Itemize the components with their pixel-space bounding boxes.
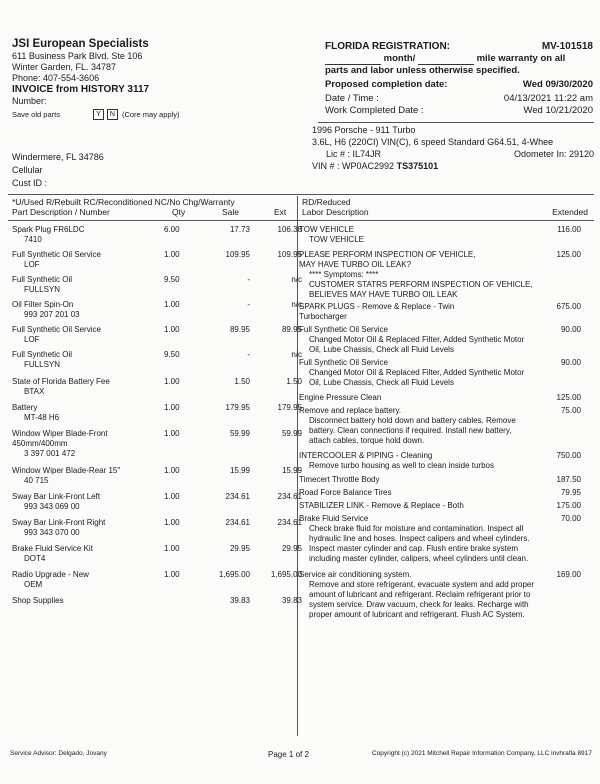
part-sale: 59.99 — [229, 429, 250, 438]
labor-row — [299, 406, 593, 446]
labor-note: hydraulic line and hoses. Inspect calipers and wheel cylinders. — [309, 534, 530, 543]
labor-row — [299, 358, 593, 388]
part-description — [12, 492, 162, 512]
part-number: FULLSYN — [24, 360, 61, 369]
labor-description: STABILIZER LINK - Remove & Replace - Both — [299, 501, 464, 510]
labor-amount: 125.00 — [556, 250, 581, 259]
part-name: Full Synthetic Oil Service — [12, 250, 101, 259]
labor-note: Remove and store refrigerant, evacuate system and add proper — [309, 580, 535, 589]
part-name: Brake Fluid Service Kit — [12, 544, 93, 553]
part-description — [12, 403, 162, 423]
part-sale: 109.95 — [225, 250, 250, 259]
customer-id: Cust ID : — [12, 178, 48, 188]
labor-description: Timecert Throttle Body — [299, 475, 380, 484]
part-name: Shop Supplies — [12, 596, 64, 605]
save-no-checkbox[interactable]: N — [107, 109, 118, 120]
labor-row — [299, 225, 593, 245]
labor-amount: 90.00 — [560, 325, 581, 334]
completion-label: Proposed completion date: — [325, 79, 448, 90]
labor-row — [299, 451, 593, 471]
shop-info — [12, 38, 302, 120]
vin-part-a: WP0AC2992 — [342, 161, 395, 171]
vin-label: VIN # : — [312, 161, 340, 171]
labor-row — [299, 250, 593, 300]
labor-description: INTERCOOLER & PIPING - Cleaning — [299, 451, 433, 460]
part-sale: 89.95 — [229, 325, 250, 334]
vehicle-license: Lic # : IL74JR — [326, 149, 382, 159]
part-sale: 234.61 — [225, 518, 250, 527]
part-sale: 234.61 — [225, 492, 250, 501]
labor-amount: 187.50 — [556, 475, 581, 484]
part-number: DOT4 — [24, 554, 46, 563]
part-qty: 1.00 — [164, 325, 180, 334]
part-ext: n/c — [291, 350, 302, 359]
parts-col-ext: Ext — [274, 207, 287, 217]
part-ext: 1,695.00 — [270, 570, 302, 579]
labor-amount: 75.00 — [560, 406, 581, 415]
warranty-mile: mile warranty on all — [476, 53, 566, 64]
warranty-month: month/ — [383, 53, 416, 64]
labor-description-line2: Turbocharger — [299, 312, 347, 321]
header-divider — [318, 122, 594, 123]
part-qty: 1.00 — [164, 250, 180, 259]
labor-description: Brake Fluid Service — [299, 514, 369, 523]
part-sale: 29.95 — [229, 544, 250, 553]
warranty-mile-blank — [418, 55, 474, 65]
part-sale: 1.50 — [234, 377, 250, 386]
labor-note: Remove turbo housing as well to clean inside turbos — [309, 461, 494, 470]
vehicle-model: 1996 Porsche - 911 Turbo — [312, 125, 416, 135]
labor-amount: 675.00 — [556, 302, 581, 311]
part-description — [12, 596, 162, 606]
part-description — [12, 350, 162, 370]
labor-description: Remove and replace battery. — [299, 406, 402, 415]
labor-note: attach cables, torque hold down. — [309, 436, 425, 445]
part-qty: 1.00 — [164, 377, 180, 386]
labor-note: proper amount of lubricant and refrigerant. Flush AC System. — [309, 610, 525, 619]
labor-note: including master cylinder, calipers, wheel cylinders until clean. — [309, 554, 529, 563]
part-ext: 109.95 — [277, 250, 302, 259]
customer-city: Windermere, FL 34786 — [12, 152, 104, 162]
labor-note: BELIEVES MAY HAVE TURBO OIL LEAK — [309, 290, 458, 299]
part-number: MT-48 H6 — [24, 413, 60, 422]
warranty-line2: parts and labor unless otherwise specified. — [325, 65, 520, 76]
labor-description: SPARK PLUGS - Remove & Replace - Twin — [299, 302, 455, 311]
service-advisor: Service Advisor: Delgado, Jovany — [10, 750, 107, 757]
parts-col-qty: Qty — [172, 207, 186, 217]
part-name: Battery — [12, 403, 38, 412]
part-number: 40 715 — [24, 476, 49, 485]
work-completed-label: Work Completed Date : — [325, 105, 424, 116]
part-ext: 234.61 — [277, 518, 302, 527]
part-sale: 15.99 — [229, 466, 250, 475]
labor-row — [299, 302, 593, 322]
part-name: Sway Bar Link-Front Right — [12, 518, 106, 527]
part-ext: 1.50 — [286, 377, 302, 386]
labor-note: Check brake fluid for moisture and contamination. Inspect all — [309, 524, 524, 533]
part-ext: 59.99 — [281, 429, 302, 438]
labor-note: TOW VEHICLE — [309, 235, 364, 244]
part-description — [12, 300, 162, 320]
shop-phone: Phone: 407-554-3606 — [12, 73, 100, 83]
part-sale: 17.73 — [229, 225, 250, 234]
labor-row — [299, 325, 593, 355]
part-number: 993 343 069 00 — [24, 502, 80, 511]
part-ext: 179.95 — [277, 403, 302, 412]
labor-col-ext: Extended — [552, 207, 588, 217]
labor-note: Oil, Lube Chassis, Check all Fluid Levels — [309, 378, 454, 387]
part-ext: 106.38 — [277, 225, 302, 234]
save-yes-checkbox[interactable]: Y — [93, 109, 104, 120]
parts-col-desc: Part Description / Number — [12, 207, 110, 217]
labor-description-line2: MAY HAVE TURBO OIL LEAK? — [299, 260, 412, 269]
labor-header — [302, 197, 592, 217]
part-qty: 1.00 — [164, 466, 180, 475]
labor-amount: 116.00 — [557, 225, 581, 234]
part-name: Full Synthetic Oil — [12, 275, 73, 284]
part-sale: 1,695.00 — [218, 570, 250, 579]
datetime-label: Date / Time : — [325, 93, 379, 104]
part-sale: - — [247, 350, 250, 359]
part-ext: 15.99 — [281, 466, 302, 475]
registration-label: FLORIDA REGISTRATION: — [325, 41, 450, 52]
table-top-rule — [8, 194, 594, 195]
labor-description: PLEASE PERFORM INSPECTION OF VEHICLE, — [299, 250, 476, 259]
part-ext: 89.95 — [281, 325, 302, 334]
labor-note: battery. Clean connections if required. Install new battery, — [309, 426, 512, 435]
labor-note: CUSTOMER STATRS PERFORM INSPECTION OF VEHICLE, — [309, 280, 533, 289]
labor-note: Oil, Lube Chassis, Check all Fluid Levels — [309, 345, 454, 354]
part-name: Full Synthetic Oil — [12, 350, 73, 359]
shop-name: JSI European Specialists — [12, 38, 149, 50]
part-description — [12, 250, 162, 270]
page-number: Page 1 of 2 — [268, 750, 309, 759]
part-number: BTAX — [24, 387, 45, 396]
part-description — [12, 225, 162, 245]
part-name: Window Wiper Blade-Front — [12, 429, 108, 438]
part-number: LOF — [24, 260, 40, 269]
part-name-line2: 450mm/400mm — [12, 439, 68, 448]
part-number: 993 343 070 00 — [24, 528, 80, 537]
labor-description: TOW VEHICLE — [299, 225, 354, 234]
header-bottom-rule — [8, 220, 594, 221]
completion-value: Wed 09/30/2020 — [522, 79, 593, 90]
invoice-title: INVOICE from HISTORY 3117 — [12, 84, 150, 95]
part-ext: 234.61 — [277, 492, 302, 501]
part-number: OEM — [24, 580, 43, 589]
labor-amount: 125.00 — [556, 393, 581, 402]
shop-address-line2: Winter Garden, FL. 34787 — [12, 62, 117, 72]
vin-part-b: TS375101 — [396, 161, 439, 171]
part-number: 7410 — [24, 235, 42, 244]
labor-note: Disconnect battery hold down and battery cables. Remove — [309, 416, 516, 425]
vehicle-odometer: Odometer In: 29120 — [513, 149, 594, 159]
part-qty: 1.00 — [164, 429, 180, 438]
parts-header — [12, 197, 302, 217]
warranty-month-blank — [325, 55, 381, 65]
part-name: Window Wiper Blade-Rear 15" — [12, 466, 121, 475]
part-description — [12, 429, 162, 459]
datetime-value: 04/13/2021 11:22 am — [503, 93, 593, 104]
labor-amount: 750.00 — [556, 451, 581, 460]
part-qty: 9.50 — [164, 275, 180, 284]
part-qty: 1.00 — [164, 492, 180, 501]
part-sale: 179.95 — [225, 403, 250, 412]
labor-amount: 90.00 — [560, 358, 581, 367]
part-description — [12, 325, 162, 345]
part-name: Radio Upgrade - New — [12, 570, 89, 579]
part-sale: 39.83 — [229, 596, 250, 605]
labor-amount: 169.00 — [556, 570, 581, 579]
parts-legend: *U/Used R/Rebuilt RC/Reconditioned NC/No Chg/Warranty — [12, 197, 235, 207]
labor-description: Engine Pressure Clean — [299, 393, 382, 402]
part-number: LOF — [24, 335, 40, 344]
customer-info — [12, 151, 104, 190]
labor-row — [299, 475, 593, 485]
number-label: Number: — [12, 96, 47, 106]
labor-note: **** Symptoms: **** — [309, 270, 379, 279]
part-ext: 29.95 — [281, 544, 302, 553]
labor-col-desc: Labor Description — [302, 207, 369, 217]
labor-amount: 70.00 — [560, 514, 581, 523]
part-ext: n/c — [291, 275, 302, 284]
work-completed-value: Wed 10/21/2020 — [523, 105, 593, 116]
part-description — [12, 518, 162, 538]
labor-row — [299, 488, 593, 498]
save-old-parts-label: Save old parts — [12, 110, 60, 119]
part-qty: 1.00 — [164, 518, 180, 527]
part-name: Spark Plug FR6LDC — [12, 225, 85, 234]
labor-note: system service. Draw vacuum, check for leaks. Recharge with — [309, 600, 529, 609]
labor-amount: 175.00 — [556, 501, 581, 510]
labor-row — [299, 501, 593, 511]
part-name: Sway Bar Link-Front Left — [12, 492, 101, 501]
vehicle-info — [312, 124, 594, 172]
labor-row — [299, 514, 593, 564]
part-sale: - — [247, 275, 250, 284]
part-qty: 6.00 — [164, 225, 180, 234]
core-note: (Core may apply) — [121, 110, 180, 119]
part-description — [12, 275, 162, 295]
part-name: Full Synthetic Oil Service — [12, 325, 101, 334]
labor-description: Road Force Balance Tires — [299, 488, 392, 497]
labor-description: Full Synthetic Oil Service — [299, 325, 388, 334]
part-qty: 1.00 — [164, 570, 180, 579]
labor-legend: RD/Reduced — [302, 197, 351, 207]
labor-amount: 79.95 — [560, 488, 581, 497]
part-number: 993 207 201 03 — [24, 310, 80, 319]
copyright: Copyright (c) 2021 Mitchell Repair Information Company, LLC invhrafla 8917 — [372, 750, 592, 757]
labor-description: Service air conditioning system. — [299, 570, 412, 579]
part-qty: 1.00 — [164, 300, 180, 309]
save-old-parts — [12, 109, 302, 120]
labor-row — [299, 570, 593, 620]
part-description — [12, 544, 162, 564]
labor-note: Changed Motor Oil & Replaced Filter, Added Synthetic Motor — [309, 368, 525, 377]
labor-description: Full Synthetic Oil Service — [299, 358, 388, 367]
labor-note: amount of lubricant and refrigerant. Reclaim refrigerant prior to — [309, 590, 531, 599]
labor-row — [299, 393, 593, 403]
vehicle-engine: 3.6L, H6 (220CI) VIN(C), 6 speed Standard G64.51, 4-Whee — [312, 137, 554, 147]
part-description — [12, 570, 162, 590]
part-description — [12, 466, 162, 486]
registration-number: MV-101518 — [541, 41, 593, 52]
part-qty: 1.00 — [164, 403, 180, 412]
part-ext: 39.83 — [281, 596, 302, 605]
labor-note: Changed Motor Oil & Replaced Filter, Added Synthetic Motor — [309, 335, 525, 344]
customer-cellular: Cellular — [12, 165, 43, 175]
labor-note: Inspect master cylinder and cap. Flush entire brake system — [309, 544, 518, 553]
part-number: 3 397 001 472 — [24, 449, 76, 458]
part-description — [12, 377, 162, 397]
registration-block — [325, 40, 593, 117]
part-name: State of Florida Battery Fee — [12, 377, 110, 386]
part-sale: - — [247, 300, 250, 309]
part-number: FULLSYN — [24, 285, 61, 294]
parts-col-sale: Sale — [222, 207, 240, 217]
shop-address-line1: 611 Business Park Blvd. Ste 106 — [12, 51, 143, 61]
part-name: Oil Filter Spin-On — [12, 300, 74, 309]
part-qty: 1.00 — [164, 544, 180, 553]
part-ext: n/c — [291, 300, 302, 309]
part-qty: 9.50 — [164, 350, 180, 359]
